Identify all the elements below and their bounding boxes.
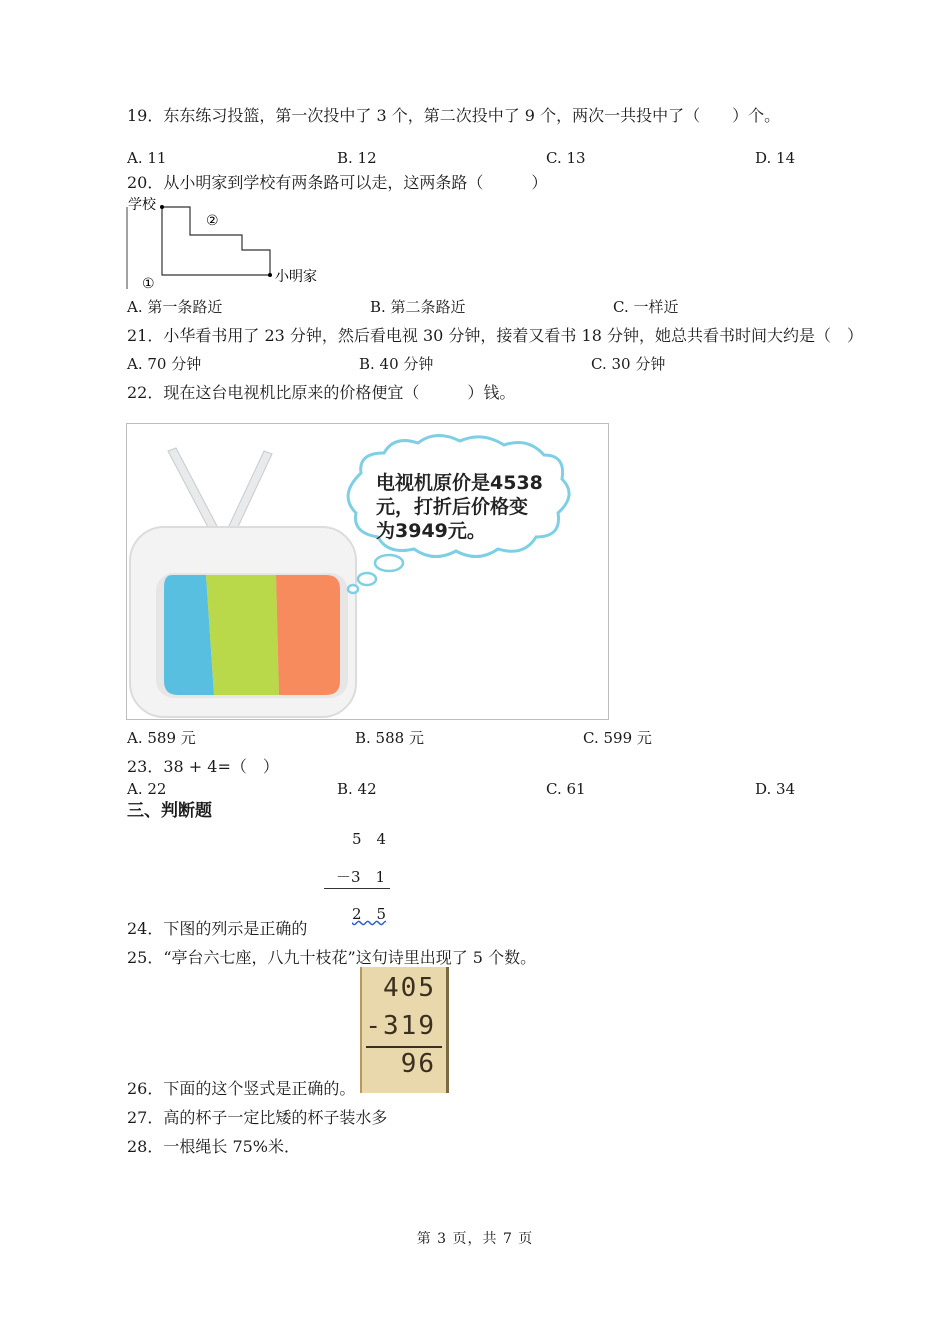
q23-option-b: B. 42 <box>337 780 377 798</box>
question-27-text: 27．高的杯子一定比矮的杯子装水多 <box>127 1108 388 1127</box>
q19-option-b: B. 12 <box>337 149 377 167</box>
vertical-subtraction-figure <box>318 826 398 926</box>
q21-option-c: C. 30 分钟 <box>591 355 666 373</box>
photo-minus-number: -319 <box>365 1011 436 1041</box>
question-21-text: 21．小华看书用了 23 分钟，然后看电视 30 分钟，接着又看书 18 分钟，她总共看书时间大约是（ ） <box>127 326 863 345</box>
question-26-text: 26．下面的这个竖式是正确的。 <box>127 1079 356 1098</box>
thought-dot-medium <box>358 573 376 585</box>
question-25-text: 25．“亭台六七座，八九十枝花”这句诗里出现了 5 个数。 <box>127 948 537 967</box>
question-28-text: 28．一根绳长 75%米． <box>127 1137 301 1156</box>
home-point <box>268 273 272 277</box>
question-23-text: 23．38 + 4=（ ） <box>127 757 279 776</box>
route-1-marker: ① <box>142 276 155 292</box>
subtraction-photo <box>360 967 449 1093</box>
home-label: 小明家 <box>275 269 317 285</box>
school-label: 学校 <box>128 197 156 213</box>
vsub-result-number: 2 5 <box>352 905 387 923</box>
school-point <box>160 205 164 209</box>
thought-dot-small <box>348 585 358 593</box>
route-2-marker: ② <box>206 213 219 229</box>
q23-option-c: C. 61 <box>546 780 586 798</box>
question-19-text: 19．东东练习投篮，第一次投中了 3 个，第二次投中了 9 个，两次一共投中了（ ）个。 <box>127 106 781 125</box>
q20-option-a: A. 第一条路近 <box>127 298 223 316</box>
screen-stripe-green <box>206 575 279 695</box>
question-24-text: 24．下图的列示是正确的 <box>127 919 308 938</box>
photo-rule-line <box>366 1046 442 1048</box>
tv-illustration <box>126 423 610 721</box>
question-20-text: 20．从小明家到学校有两条路可以走，这两条路（ ） <box>127 173 548 192</box>
q22-option-b: B. 588 元 <box>355 729 424 747</box>
thought-dot-large <box>375 555 403 571</box>
vsub-minus-number: －3 1 <box>336 868 386 886</box>
question-22-text: 22．现在这台电视机比原来的价格便宜（ ）钱。 <box>127 383 516 402</box>
screen-stripe-blue <box>164 575 214 695</box>
page-footer: 第 3 页，共 7 页 <box>416 1231 534 1247</box>
q22-option-a: A. 589 元 <box>127 729 196 747</box>
photo-result-number: 96 <box>400 1049 436 1079</box>
q23-option-a: A. 22 <box>127 780 167 798</box>
q20-option-b: B. 第二条路近 <box>370 298 466 316</box>
photo-top-number: 405 <box>383 973 436 1003</box>
vsub-top-number: 5 4 <box>352 830 387 848</box>
q21-option-b: B. 40 分钟 <box>359 355 434 373</box>
q19-option-c: C. 13 <box>546 149 586 167</box>
q20-option-c: C. 一样近 <box>613 298 679 316</box>
screen-stripe-orange <box>276 575 340 695</box>
q21-option-a: A. 70 分钟 <box>127 355 202 373</box>
vsub-rule-line <box>324 888 390 889</box>
q23-option-d: D. 34 <box>755 780 796 798</box>
q22-option-c: C. 599 元 <box>583 729 652 747</box>
bubble-line-3: 为3949元。 <box>376 520 486 542</box>
bubble-line-2: 元，打折后价格变 <box>376 496 529 518</box>
q19-option-a: A. 11 <box>127 149 167 167</box>
q19-option-d: D. 14 <box>755 149 796 167</box>
bubble-line-1: 电视机原价是4538 <box>376 472 543 494</box>
section-title-true-false: 三、判断题 <box>127 801 212 821</box>
route-diagram <box>125 193 335 293</box>
